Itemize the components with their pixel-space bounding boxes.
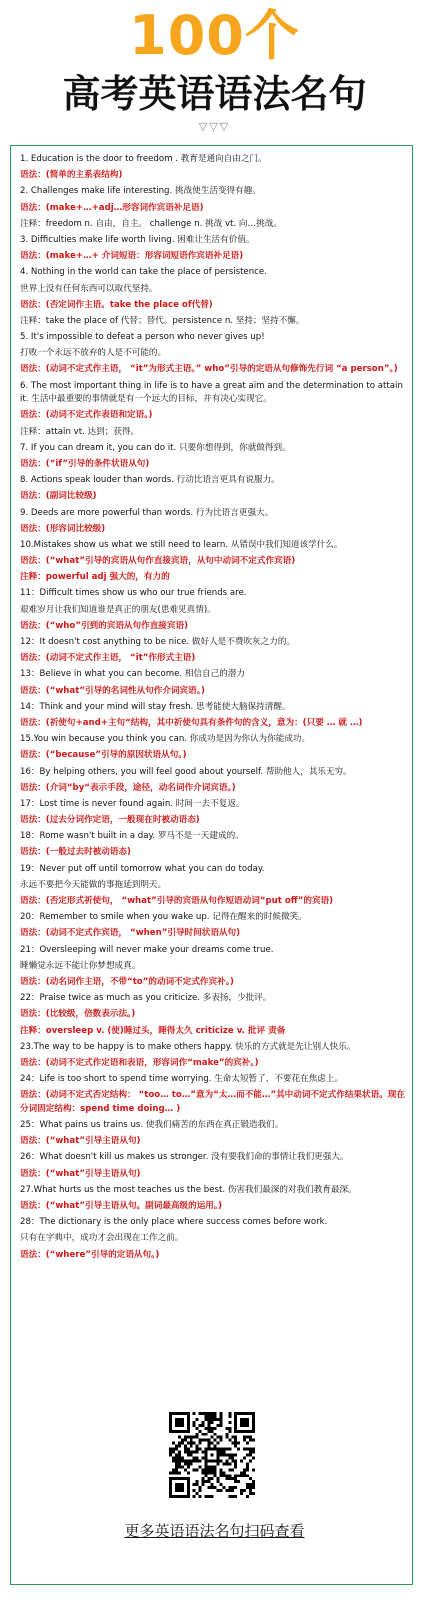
list-item (20, 507, 408, 537)
sentence-text: 永远不要把今天能做的事拖延到明天。 (20, 879, 167, 890)
list-item (20, 798, 408, 828)
sentence-text: 只有在字典中，成功才会出现在工作之前。 (20, 1233, 184, 1244)
grammar-note: 语法：(一般过去时被动语态) (20, 847, 131, 858)
grammar-note: 语法：(介词“by“表示手段，途径，动名词作介词宾语。) (20, 782, 236, 793)
list-item (20, 234, 408, 264)
grammar-note: 语法：(“because”引导的原因状语从句。) (20, 750, 187, 761)
list-item (20, 1119, 408, 1149)
sentence-text: 打败一个永远不放弃的人是不可能的。 (20, 348, 167, 359)
list-item (20, 766, 408, 796)
list-item (20, 1184, 408, 1214)
sentence-text: 8. Actions speak louder than words. 行动比语言更具有说服力。 (20, 475, 280, 486)
list-item (20, 733, 408, 763)
list-item (20, 442, 408, 472)
list-item (20, 331, 408, 377)
sentence-list (20, 153, 408, 1265)
grammar-note: 语法：(动词不定式作定语和表语，形容词作“make”的宾补。) (20, 1057, 259, 1068)
sentence-text: 15.You win because you think you can. 你成功是因为你认为你能成功。 (20, 734, 311, 745)
sentence-text: 12：It doesn't cost anything to be nice. 做好人是不费吹灰之力的。 (20, 637, 296, 648)
sentence-text: 24：Life is too short to spend time worrying. 生命太短暂了，不要花在焦虑上。 (20, 1074, 344, 1085)
sentence-text: 28：The dictionary is the only place where success comes before work. (20, 1217, 328, 1228)
grammar-note: 语法：(“where”引导的定语从句。) (20, 1249, 160, 1260)
sentence-text: 25：What pains us trains us. 使我们痛苦的东西在真正锻造我们。 (20, 1120, 284, 1131)
grammar-note: 语法：(否定词作主语。take the place of代替) (20, 299, 213, 310)
sentence-text: 27.What hurts us the most teaches us the best. 伤害我们最深的对我们教育最深。 (20, 1184, 357, 1195)
list-item (20, 539, 408, 585)
sentence-text: 世界上没有任何东西可以取代坚持。 (20, 283, 158, 294)
sentence-text: 注释：take the place of 代替；替代。persistence n. 坚持；坚持不懈。 (20, 315, 305, 326)
grammar-note: 语法：(“what”引导主语从句。副词最高级的运用。) (20, 1201, 223, 1211)
sentence-text: 注释：freedom n. 自由，自主。 challenge n. 挑战 vt. 向…挑战。 (20, 218, 282, 229)
sentence-text: 23.The way to be happy is to make others happy. 快乐的方式就是先让别人快乐。 (20, 1041, 356, 1052)
sentence-text: 19：Never put off until tomorrow what you can do today. (20, 863, 265, 874)
grammar-note: 语法：(“what”引导的名词性从句作介词宾语。) (20, 685, 205, 696)
sentence-text: 7. If you can dream it, you can do it. 只要你想得到，你就做得到。 (20, 442, 291, 453)
grammar-note: 语法：(副词比较级) (20, 491, 97, 502)
sentence-text: 注释：attain vt. 达到；获得。 (20, 426, 140, 437)
qr-code-icon[interactable] (169, 1412, 255, 1498)
list-item (20, 636, 408, 666)
sentence-text: 10.Mistakes show us what we still need to learn. 从错误中我们知道该学什么。 (20, 539, 343, 550)
sentence-text: 26：What doesn't kill us makes us stronger. 没有要我们命的事情让我们更强大。 (20, 1152, 349, 1163)
list-item (20, 701, 408, 731)
page-header (0, 0, 429, 145)
grammar-note: 语法：(否定形式祈使句， “what”引导的宾语从句作短语动词“put off”的宾语) (20, 896, 334, 907)
grammar-note: 语法：(动词不定式作主语， “it”作形式主语) (20, 653, 196, 664)
list-item (20, 587, 408, 633)
grammar-note: 语法：(make+…+adj…形容词作宾语补足语) (20, 202, 204, 213)
sentence-text: 21：Oversleeping will never make your dreams come true. (20, 944, 274, 955)
sentence-text: 20：Remember to smile when you wake up. 记得在醒来的时候微笑。 (20, 912, 307, 923)
list-item (20, 1216, 408, 1262)
grammar-note: 注释：oversleep v. (使)睡过头，睡得太久 criticize v. 批评 责备 (20, 1025, 286, 1036)
list-item (20, 992, 408, 1038)
grammar-note: 语法：(动名词作主语，不带“to”的动词不定式作宾补。) (20, 976, 234, 987)
grammar-note: 语法：(“what”引导主语从句) (20, 1168, 141, 1179)
list-item (20, 1151, 408, 1181)
sentence-text: 1. Education is the door to freedom . 教育是通向自由之门。 (20, 154, 267, 164)
sentence-text: 11：Difficult times show us who our true friends are. (20, 588, 247, 599)
grammar-note: 语法：(简单的主系表结构) (20, 170, 123, 181)
list-item (20, 474, 408, 504)
page-title: 高考英语语法名句 (62, 72, 367, 116)
list-item (20, 911, 408, 941)
sentence-text: 16：By helping others, you will feel good about yourself. 帮助他人，其乐无穷。 (20, 766, 352, 777)
grammar-note: 语法：(动词不定式作表语和定语。) (20, 410, 153, 421)
sentence-text: 艰难岁月让我们知道谁是真正的朋友(患难见真情)。 (20, 604, 216, 615)
grammar-note: 语法：(过去分词作定语，一般现在时被动语态) (20, 815, 200, 826)
list-item (20, 1041, 408, 1071)
list-item (20, 944, 408, 990)
grammar-note: 语法：(形容词比较级) (20, 523, 106, 534)
sentence-text: 4. Nothing in the world can take the place of persistence. (20, 267, 267, 278)
title-number: 100个 (129, 4, 300, 67)
list-item (20, 863, 408, 909)
list-item (20, 185, 408, 231)
grammar-note: 语法：(比较级，倍数表示法。) (20, 1009, 136, 1020)
sentence-text: 22：Praise twice as much as you criticize. 多表扬，少批评。 (20, 993, 272, 1004)
list-item (20, 380, 408, 440)
grammar-note: 注释：powerful adj 强大的，有力的 (20, 572, 170, 583)
down-triangles-icon: ▽▽▽ (198, 120, 231, 133)
sentence-text: 17：Lost time is never found again. 时间一去不复返。 (20, 798, 245, 809)
list-item (20, 830, 408, 860)
grammar-note: 语法：(“if”引导的条件状语从句) (20, 458, 150, 469)
qr-caption: 更多英语语法名句扫码查看 (124, 1522, 305, 1540)
grammar-note: 语法：(祈使句+and+主句“结构，其中祈使句具有条件句的含义，意为：(只要 … 就 …) (20, 717, 363, 728)
sentence-text: 14：Think and your mind will stay fresh. 思考能使大脑保持清醒。 (20, 701, 291, 712)
grammar-note: 语法：(“what”引导的宾语从句作直接宾语，从句中动词不定式作宾语) (20, 556, 296, 567)
list-item (20, 153, 408, 183)
grammar-note: 语法：(动词不定式否定结构： “too… to…”意为“太…而不能…”其中动词不定式作结果状语。现在分词固定结构：spend time doing… ) (20, 1090, 405, 1114)
grammar-note: 语法：(“who”引到的宾语从句作直接宾语) (20, 620, 189, 631)
content-box (10, 145, 413, 1585)
sentence-text: 9. Deeds are more powerful than words. 行为比语言更强大。 (20, 507, 274, 518)
grammar-note: 语法：(make+…+ 介词短语：形容词短语作宾语补足语) (20, 251, 244, 262)
grammar-note: 语法：(动词不定式作宾语， “when”引导时间状语从句) (20, 928, 241, 939)
sentence-text: 2. Challenges make life interesting. 挑战使生活变得有趣。 (20, 186, 261, 197)
list-item (20, 668, 408, 698)
list-item (20, 266, 408, 328)
list-item (20, 1073, 408, 1116)
grammar-note: 语法：(动词不定式作主语， “it”为形式主语。” who”引导的定语从句修饰先行词 “a person”。) (20, 364, 398, 375)
sentence-text: 18：Rome wasn't built in a day. 罗马不是一天建成的。 (20, 831, 244, 842)
sentence-text: 睡懒觉永远不能让你梦想成真。 (20, 960, 141, 971)
sentence-text: 3. Difficulties make life worth living. 困难让生活有价值。 (20, 234, 255, 245)
sentence-text: 6. The most important thing in life is to have a great aim and the determination to attain it. 生活中最重要的事情就是有一个远大的目标，并有决心实现它。 (20, 380, 403, 405)
sentence-text: 5. It's impossible to defeat a person who never gives up! (20, 332, 265, 343)
grammar-note: 语法：(“what”引导主语从句) (20, 1136, 141, 1147)
sentence-text: 13：Believe in what you can become. 相信自己的潜力 (20, 669, 245, 680)
